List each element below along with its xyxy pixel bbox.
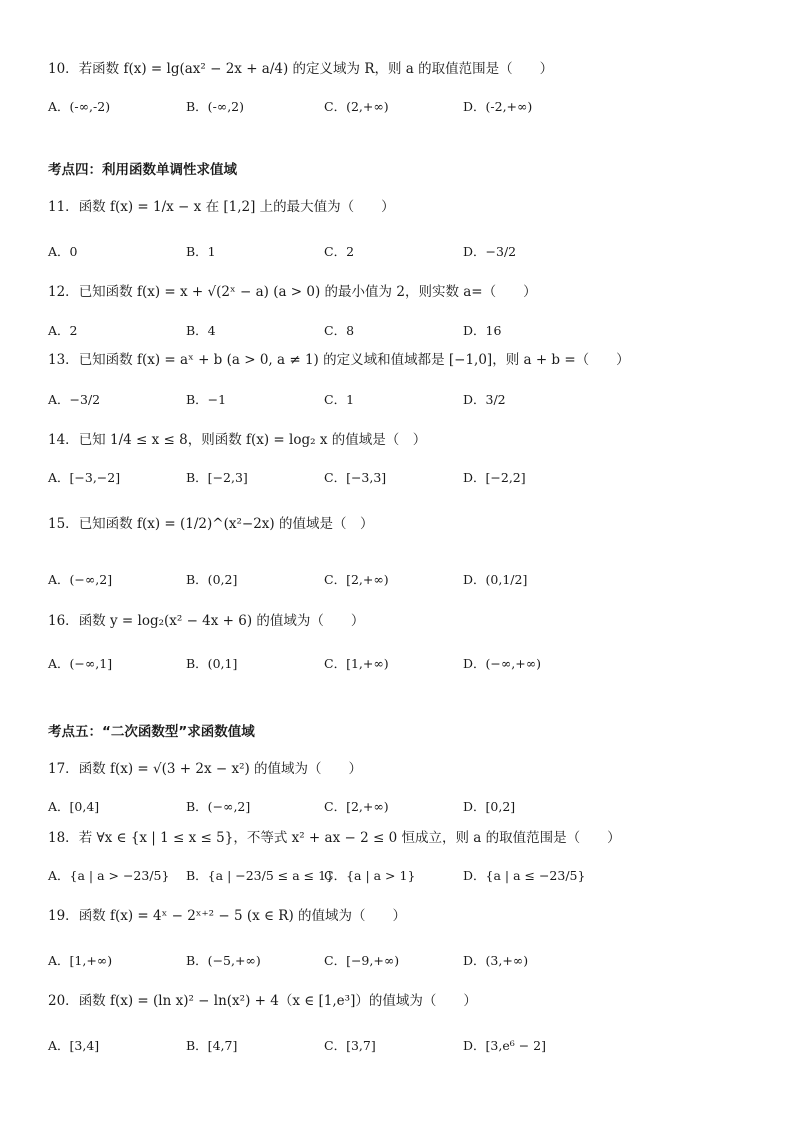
question-number: 15． xyxy=(48,516,79,532)
option-a: A．[1,+∞) xyxy=(48,953,113,968)
question-number: 11． xyxy=(48,199,79,215)
option-d: D．[3,e⁶ − 2] xyxy=(463,1038,546,1053)
question-14 xyxy=(48,431,426,449)
question-number: 14． xyxy=(48,432,79,448)
question-10 xyxy=(48,60,553,78)
option-b: B．[−2,3] xyxy=(186,470,248,485)
option-c: C．[2,+∞) xyxy=(324,572,389,587)
question-16 xyxy=(48,612,364,630)
question-stem: 若函数 f(x) = lg(ax² − 2x + a/4) 的定义域为 R，则 a 的取值范围是（ ） xyxy=(78,61,554,77)
option-c: C．2 xyxy=(324,244,355,259)
question-17 xyxy=(48,760,362,778)
option-b: B．[4,7] xyxy=(186,1038,238,1053)
question-number: 19． xyxy=(48,908,79,924)
option-d: D．(0,1/2] xyxy=(463,572,528,587)
question-stem: 已知函数 f(x) = (1/2)^(x²−2x) 的值域是（ ） xyxy=(78,516,374,532)
question-number: 18． xyxy=(48,830,79,846)
option-b: B．(0,2] xyxy=(186,572,238,587)
option-c: C．[−9,+∞) xyxy=(324,953,400,968)
option-c: C．1 xyxy=(324,392,355,407)
option-d: D．3/2 xyxy=(463,392,506,407)
option-b: B．(−5,+∞) xyxy=(186,953,261,968)
option-d: D．(3,+∞) xyxy=(463,953,529,968)
option-b: B．(−∞,2] xyxy=(186,799,251,814)
option-d: D．−3/2 xyxy=(463,244,517,259)
option-a: A．{a | a > −23/5} xyxy=(48,868,170,883)
question-stem: 已知函数 f(x) = aˣ + b (a > 0, a ≠ 1) 的定义域和值域都是 [−1,0]，则 a + b =（ ） xyxy=(78,352,630,368)
question-20 xyxy=(48,992,477,1010)
option-c: C．[3,7] xyxy=(324,1038,376,1053)
option-c: C．[2,+∞) xyxy=(324,799,389,814)
section-heading-5: 考点五：“二次函数型”求函数值域 xyxy=(48,724,255,740)
option-d: D．[−2,2] xyxy=(463,470,526,485)
option-a: A．(−∞,2] xyxy=(48,572,113,587)
option-d: D．16 xyxy=(463,323,502,338)
option-a: A．(-∞,-2) xyxy=(48,99,111,114)
question-number: 17． xyxy=(48,761,79,777)
option-d: D．(-2,+∞) xyxy=(463,99,533,114)
option-b: B．(-∞,2) xyxy=(186,99,245,114)
question-number: 20． xyxy=(48,993,79,1009)
section-heading-4: 考点四：利用函数单调性求值域 xyxy=(48,162,237,178)
question-18 xyxy=(48,829,621,847)
question-stem: 已知函数 f(x) = x + √(2ˣ − a) (a > 0) 的最小值为 2，则实数 a=（ ） xyxy=(78,284,537,300)
question-number: 10． xyxy=(48,61,79,77)
question-stem: 函数 f(x) = 1/x − x 在 [1,2] 上的最大值为（ ） xyxy=(78,199,395,215)
question-11 xyxy=(48,198,395,216)
option-a: A．[0,4] xyxy=(48,799,100,814)
option-a: A．[3,4] xyxy=(48,1038,100,1053)
question-stem: 函数 y = log₂(x² − 4x + 6) 的值域为（ ） xyxy=(78,613,365,629)
question-stem: 已知 1/4 ≤ x ≤ 8，则函数 f(x) = log₂ x 的值域是（ ） xyxy=(78,432,427,448)
question-12 xyxy=(48,283,537,301)
option-c: C．{a | a > 1} xyxy=(324,868,416,883)
question-number: 13． xyxy=(48,352,79,368)
option-c: C．[1,+∞) xyxy=(324,656,389,671)
option-a: A．−3/2 xyxy=(48,392,101,407)
question-15 xyxy=(48,515,373,533)
question-stem: 函数 f(x) = 4ˣ − 2ˣ⁺² − 5 (x ∈ R) 的值域为（ ） xyxy=(78,908,407,924)
option-c: C．(2,+∞) xyxy=(324,99,389,114)
question-stem: 若 ∀x ∈ {x | 1 ≤ x ≤ 5}，不等式 x² + ax − 2 ≤ 0 恒成立，则 a 的取值范围是（ ） xyxy=(78,830,621,846)
option-b: B．1 xyxy=(186,244,216,259)
question-number: 12． xyxy=(48,284,79,300)
option-d: D．{a | a ≤ −23/5} xyxy=(463,868,586,883)
question-number: 16． xyxy=(48,613,79,629)
question-19 xyxy=(48,907,406,925)
option-b: B．−1 xyxy=(186,392,227,407)
option-d: D．[0,2] xyxy=(463,799,516,814)
option-b: B．4 xyxy=(186,323,216,338)
question-stem: 函数 f(x) = (ln x)² − ln(x²) + 4（x ∈ [1,e³]）的值域为（ ） xyxy=(78,993,477,1009)
question-stem: 函数 f(x) = √(3 + 2x − x²) 的值域为（ ） xyxy=(78,761,363,777)
option-d: D．(−∞,+∞) xyxy=(463,656,542,671)
option-a: A．0 xyxy=(48,244,78,259)
question-13 xyxy=(48,351,630,369)
option-a: A．[−3,−2] xyxy=(48,470,121,485)
option-c: C．[−3,3] xyxy=(324,470,387,485)
option-c: C．8 xyxy=(324,323,355,338)
option-a: A．(−∞,1] xyxy=(48,656,113,671)
option-a: A．2 xyxy=(48,323,78,338)
option-b: B．{a | −23/5 ≤ a ≤ 1} xyxy=(186,868,334,883)
option-b: B．(0,1] xyxy=(186,656,238,671)
